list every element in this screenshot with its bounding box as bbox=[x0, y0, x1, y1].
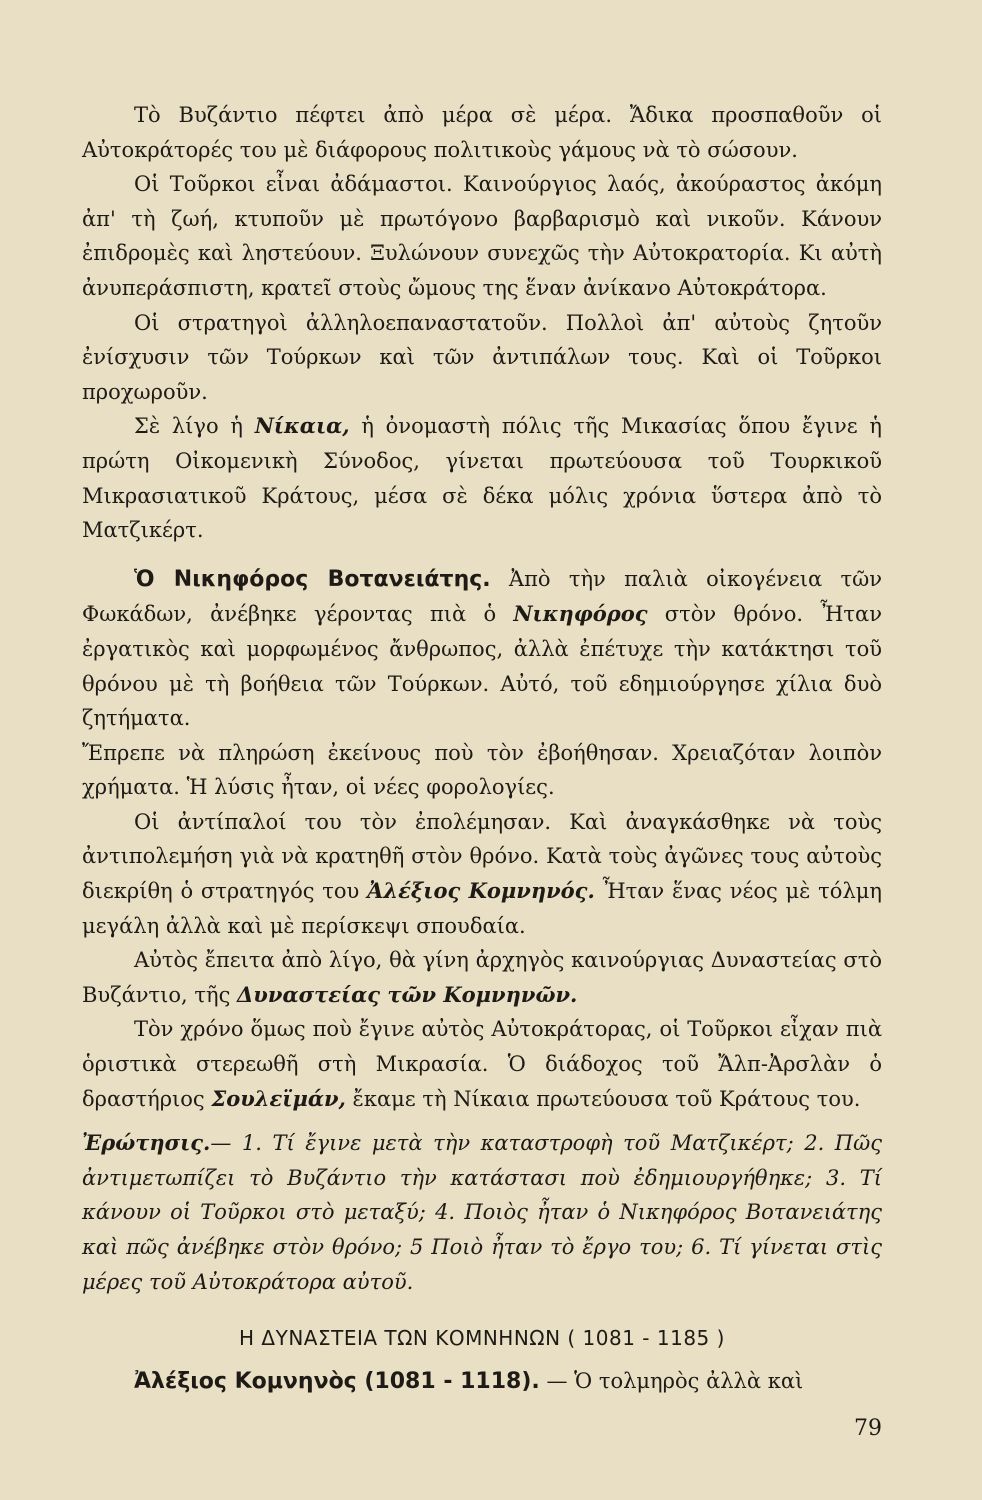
section-title-komnenoi: Η ΔΥΝΑΣΤΕΙΑ ΤΩΝ ΚΟΜΝΗΝΩΝ ( 1081 - 1185 ) bbox=[239, 1326, 725, 1351]
section-heading-nikephoros: Ὁ Νικηφόρος Βοτανειάτης. bbox=[134, 566, 491, 592]
questions-block bbox=[82, 1126, 882, 1299]
text: Τὸν χρόνο ὅμως ποὺ ἔγινε αὐτὸς Αὐτοκράτορας, οἱ Τοῦρκοι εἶχαν πιὰ ὁριστικὰ στερεωθῆ στὴ Μικρασία. Ὁ διάδοχος τοῦ Ἄλπ-Ἀρσλὰν ὁ δραστήριος bbox=[82, 1017, 882, 1111]
paragraph-dynasty bbox=[82, 943, 882, 1012]
text: Αὐτὸς ἔπειτα ἀπὸ λίγο, θὰ γίνη ἀρχηγὸς καινούργιας Δυναστείας στὸ Βυζάντιο, τῆς bbox=[82, 948, 882, 1007]
text: Οἱ ἀντίπαλοί του τὸν ἐπολέμησαν. Καὶ ἀναγκάσθηκε νὰ τοὺς ἀντιπολεμήση γιὰ νὰ κρατηθῆ στὸν θρόνο. Κατὰ τοὺς ἀγῶνες τους αὐτοὺς διεκρίθη ὁ στρατηγός του bbox=[82, 809, 882, 904]
emphasis-dynasty: Δυναστείας τῶν Κομνηνῶν. bbox=[237, 981, 578, 1007]
text: Σὲ λίγο ἡ bbox=[134, 414, 255, 439]
page-number: 79 bbox=[854, 1416, 882, 1441]
emphasis-alexios: Ἀλέξιος Κομνηνός. bbox=[367, 878, 595, 904]
section-heading-alexios: Ἀλέξιος Κομνηνὸς (1081 - 1118). bbox=[134, 1368, 540, 1394]
paragraph-turks: Οἱ Τοῦρκοι εἶναι ἀδάμαστοι. Καινούργιος λαός, ἀκούραστος ἀκόμη ἀπ' τὴ ζωή, κτυποῦν μὲ πρωτόγονο βαρβαρισμὸ καὶ νικοῦν. Κάνουν ἐπιδρομὲς καὶ ληστεύουν. Ξυλώνουν συνεχῶς τὴν Αὐτοκρατορία. Κι αὐτὴ ἀνυπεράσπιστη, κρατεῖ στοὺς ὤμους της ἕναν ἀνίκανο Αὐτοκράτορα. bbox=[82, 172, 882, 300]
emphasis-suleiman: Σουλεϊμάν, bbox=[211, 1085, 346, 1111]
paragraph-byzantium-falling: Τὸ Βυζάντιο πέφτει ἀπὸ μέρα σὲ μέρα. Ἄδικα προσπαθοῦν οἱ Αὐτοκράτορές του μὲ διάφορους πολιτικοὺς γάμους νὰ τὸ σώσουν. bbox=[82, 103, 882, 162]
page-body bbox=[82, 98, 882, 1399]
emphasis-nikephoros: Νικηφόρος bbox=[513, 601, 648, 627]
text: — Ὁ τολμηρὸς ἀλλὰ καὶ bbox=[539, 1368, 804, 1393]
text: Ἦταν ἕνας νέος μὲ τόλμη μεγάλη ἀλλὰ καὶ μὲ περίσκεψι σπουδαία. bbox=[82, 879, 882, 938]
paragraph-nikephoros bbox=[82, 562, 882, 736]
paragraph-nicaea bbox=[82, 409, 882, 547]
paragraph-opponents bbox=[82, 805, 882, 943]
emphasis-nicaea: Νίκαια, bbox=[254, 413, 350, 439]
text: ἡ ὀνομαστὴ πόλις τῆς Μικασίας ὅπου ἔγινε ἡ πρώτη Οἰκομενικὴ Σύνοδος, γίνεται πρωτεύουσα τοῦ Τουρκικοῦ Μικρασιατικοῦ Κράτους, μέσα σὲ δέκα μόλις χρόνια ὕστερα ἀπὸ τὸ Ματζικέρτ. bbox=[82, 414, 882, 543]
paragraph-taxes: Ἔπρεπε νὰ πληρώση ἐκείνους ποὺ τὸν ἐβοήθησαν. Χρειαζόταν λοιπὸν χρήματα. Ἡ λύσις ἦταν, οἱ νέες φορολογίες. bbox=[82, 740, 882, 800]
paragraph-generals: Οἱ στρατηγοὶ ἀλληλοεπαναστατοῦν. Πολλοὶ ἀπ' αὐτοὺς ζητοῦν ἐνίσχυσιν τῶν Τούρκων καὶ τῶν ἀντιπάλων τους. Καὶ οἱ Τοῦρκοι προχωροῦν. bbox=[82, 310, 882, 404]
paragraph-alexios bbox=[82, 1364, 882, 1400]
paragraph-suleiman bbox=[82, 1012, 882, 1116]
questions-label: Ἐρώτησις. bbox=[82, 1130, 211, 1156]
text: στὸν θρόνο. Ἦταν ἐργατικὸς καὶ μορφωμένος ἄνθρωπος, ἀλλὰ ἐπέτυχε τὴν κατάκτησι τοῦ θρόνου μὲ τὴ βοήθεια τῶν Τούρκων. Αὐτό, τοῦ εδημιούργησε χίλια δυὸ ζητήματα. bbox=[82, 602, 882, 731]
text: Ἀπὸ τὴν παλιὰ οἰκογένεια τῶν Φωκάδων, ἀνέβηκε γέροντας πιὰ ὁ bbox=[82, 566, 883, 627]
text: ἔκαμε τὴ Νίκαια πρωτεύουσα τοῦ Κράτους του. bbox=[345, 1086, 861, 1111]
questions-text: — 1. Τί ἔγινε μετὰ τὴν καταστροφὴ τοῦ Ματζικέρτ; 2. Πῶς ἀντιμετωπίζει τὸ Βυζάντιο τὴν κατάστασι ποὺ ἐδημιουργήθηκε; 3. Τί κάνουν οἱ Τοῦρκοι στὸ μεταξύ; 4. Ποιὸς ἦταν ὁ Νικηφόρος Βοτανειάτης καὶ πῶς ἀνέβηκε στὸν θρόνο; 5 Ποιὸ ἦταν τὸ ἔργο του; 6. Τί γίνεται στὶς μέρες τοῦ Αὐτοκράτορα αὐτοῦ. bbox=[82, 1131, 882, 1294]
